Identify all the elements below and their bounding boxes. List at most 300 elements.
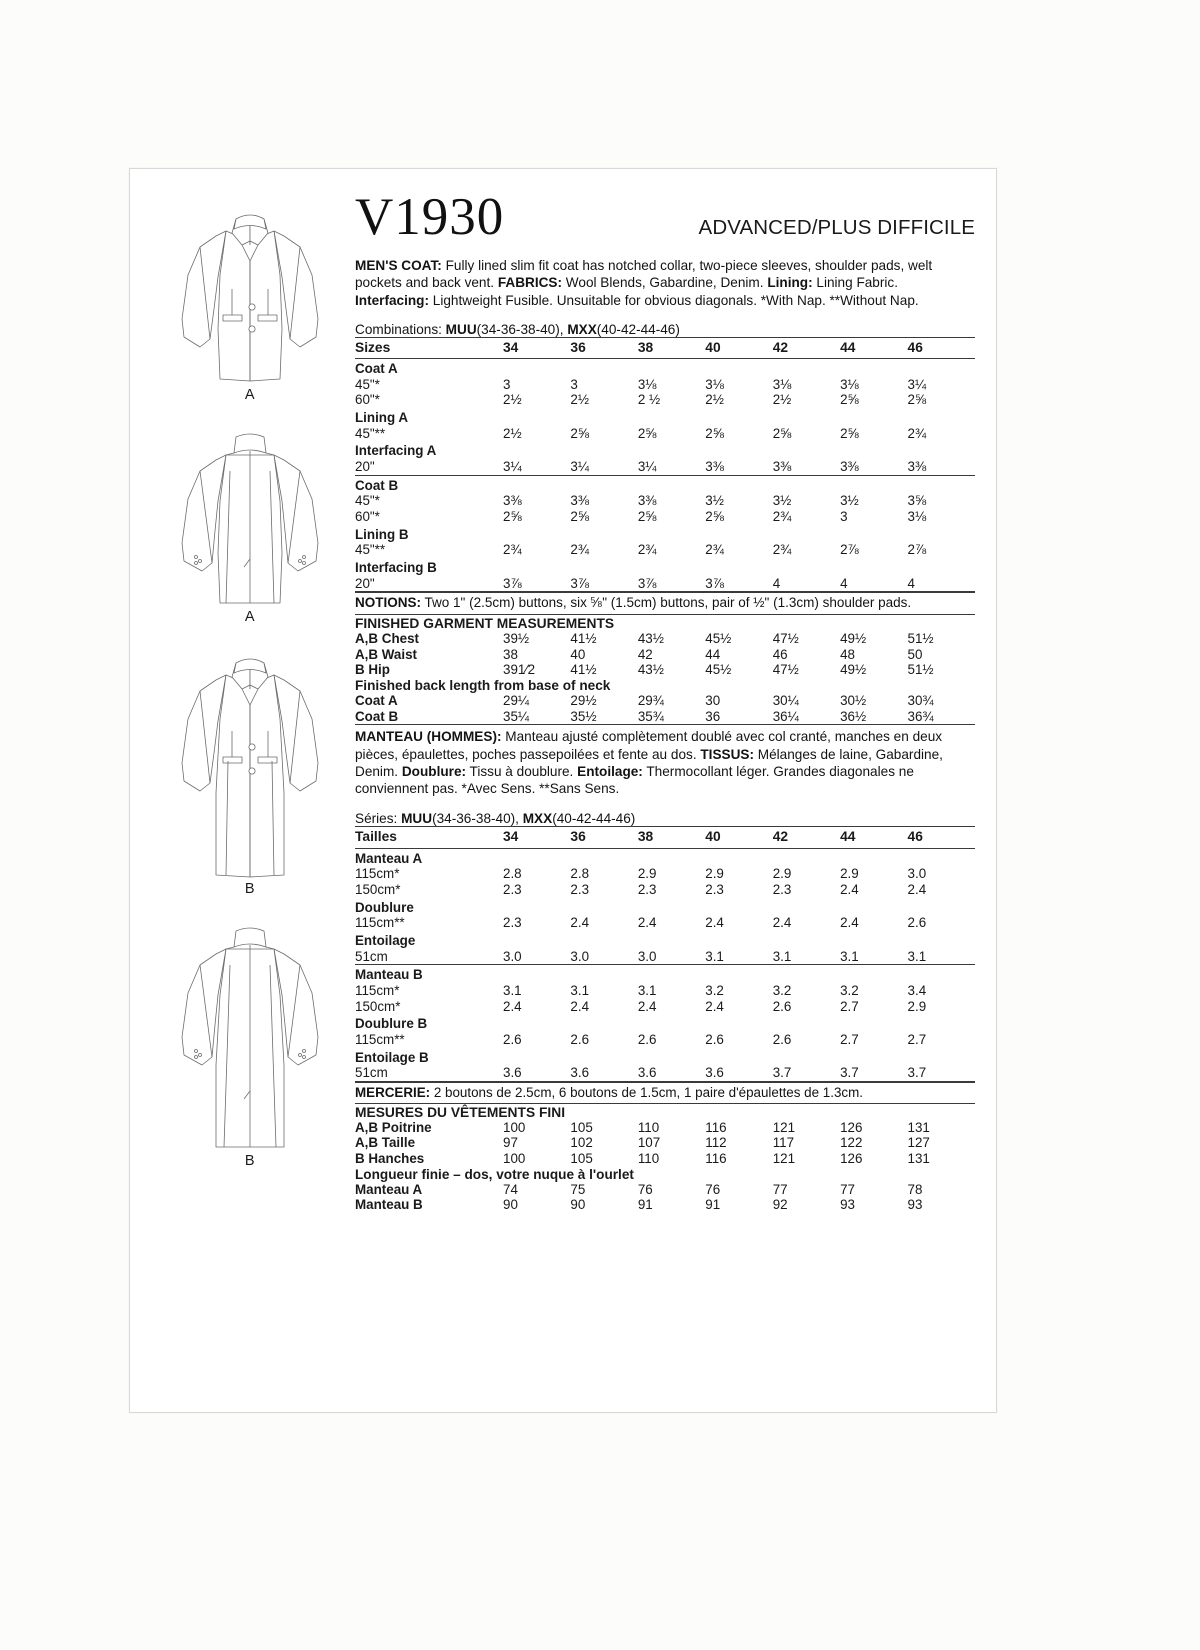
row-value: 110: [637, 1119, 660, 1135]
row-value: [908, 1014, 975, 1032]
row-label: Manteau A: [355, 1181, 423, 1197]
row-label: 51cm: [355, 1065, 503, 1081]
row-value: [840, 558, 907, 576]
row-value: 36¼: [772, 708, 799, 724]
size-col: 44: [840, 827, 907, 848]
row-value: [503, 965, 570, 983]
view-label-a-front: A: [244, 387, 256, 403]
table-row: [355, 662, 975, 678]
row-value: 2.6: [503, 1031, 522, 1047]
row-value: [638, 558, 705, 576]
row-value: 116: [705, 1150, 727, 1166]
row-value: [840, 525, 907, 543]
table-row: [355, 882, 975, 898]
row-value: 2.8: [570, 866, 590, 882]
table-row: [355, 525, 975, 543]
row-value: 2⅝: [570, 508, 590, 524]
row-value: 2.6: [772, 998, 792, 1014]
row-value: 30¾: [907, 693, 934, 709]
row-label: B Hanches: [355, 1150, 425, 1166]
row-value: 29¼: [503, 693, 530, 709]
row-value: [908, 931, 975, 949]
english-table-header-row: [355, 337, 975, 358]
french-back-length-title: Longueur finie – dos, votre nuque à l'ourlet: [355, 1166, 634, 1182]
row-value: [638, 441, 705, 459]
coat-a-back-drawing: [170, 411, 330, 611]
row-value: 35¼: [503, 708, 530, 724]
row-value: 2⅝: [705, 425, 724, 441]
row-value: [773, 848, 840, 866]
row-value: 4: [773, 576, 840, 592]
row-value: 131: [907, 1119, 930, 1135]
row-value: [570, 408, 637, 426]
table-row: [355, 965, 975, 983]
english-back-length-body: [355, 693, 975, 724]
row-value: 2⅝: [570, 425, 590, 441]
row-value: 3⅜: [772, 458, 792, 474]
row-value: [638, 408, 705, 426]
row-value: 49½: [840, 662, 867, 678]
illustration-coat-b-front: [152, 633, 348, 897]
row-value: 2.3: [772, 881, 792, 897]
row-value: 2.4: [637, 915, 657, 931]
row-value: [705, 525, 772, 543]
row-value: 3.1: [705, 948, 724, 964]
row-value: 3.1: [772, 948, 792, 964]
row-value: 3⅜: [637, 493, 657, 509]
table-row: [355, 1048, 975, 1066]
illustration-coat-b-back: [152, 905, 348, 1169]
row-label: Manteau B: [355, 965, 503, 983]
row-value: 2.4: [637, 998, 657, 1014]
row-value: 3.0: [637, 948, 657, 964]
row-value: 42: [637, 646, 653, 662]
row-value: 76: [637, 1181, 653, 1197]
table-row: [355, 647, 975, 663]
french-table-header-row: [355, 827, 975, 848]
row-label: A,B Taille: [355, 1135, 416, 1151]
english-back-length-title: Finished back length from base of neck: [355, 678, 611, 694]
row-value: 3⅛: [907, 508, 927, 524]
row-value: 100: [503, 1150, 526, 1166]
row-value: 105: [570, 1119, 593, 1135]
row-value: 2.3: [503, 915, 522, 931]
english-sizes-header: Sizes: [355, 337, 503, 358]
size-col: 36: [570, 827, 637, 848]
size-col: 40: [705, 337, 772, 358]
row-value: 2⅞: [840, 542, 859, 558]
row-value: 3⅛: [772, 376, 792, 392]
row-value: 3⅞: [638, 576, 705, 592]
table-row: [355, 493, 975, 509]
row-value: 36½: [840, 708, 867, 724]
row-value: [773, 898, 840, 916]
row-value: 4: [840, 576, 907, 592]
coat-a-front-drawing: [170, 189, 330, 389]
row-label: 20": [355, 576, 503, 592]
table-row: [355, 949, 975, 965]
row-value: [503, 558, 570, 576]
row-value: 2⅝: [637, 508, 657, 524]
french-finished-table: [355, 1120, 975, 1167]
row-value: [773, 931, 840, 949]
row-value: 35½: [570, 708, 597, 724]
row-value: 3½: [705, 493, 724, 509]
row-value: [705, 848, 772, 866]
table-row: [355, 1182, 975, 1198]
size-col: 38: [638, 337, 705, 358]
row-value: 2.4: [705, 915, 724, 931]
row-value: 3⅞: [705, 576, 772, 592]
row-value: [570, 525, 637, 543]
row-value: 107: [637, 1135, 661, 1151]
size-col: 44: [840, 337, 907, 358]
table-row: [355, 558, 975, 576]
row-value: [908, 441, 975, 459]
table-row: [355, 1120, 975, 1136]
row-value: 2.7: [840, 1031, 859, 1047]
size-col: 40: [705, 827, 772, 848]
row-value: 3.6: [638, 1065, 705, 1081]
row-value: 93: [907, 1197, 923, 1213]
row-value: 2.4: [907, 881, 927, 897]
row-value: [503, 931, 570, 949]
row-value: 2.6: [705, 1031, 724, 1047]
french-sizes-header: Tailles: [355, 827, 503, 848]
row-value: 3.6: [570, 1065, 637, 1081]
row-value: [638, 931, 705, 949]
row-value: 110: [637, 1150, 660, 1166]
row-value: [570, 1048, 637, 1066]
row-value: 2½: [503, 425, 522, 441]
row-value: 41½: [570, 631, 597, 647]
row-value: 51½: [907, 662, 934, 678]
row-value: 3.7: [840, 1065, 907, 1081]
row-value: 3½: [772, 493, 792, 509]
row-value: 3.2: [840, 982, 859, 998]
row-value: 2.4: [840, 915, 859, 931]
row-value: 126: [840, 1150, 863, 1166]
table-row: [355, 915, 975, 931]
row-label: Manteau B: [355, 1197, 423, 1213]
row-value: [570, 848, 637, 866]
row-value: [570, 965, 637, 983]
row-value: [638, 1014, 705, 1032]
row-value: 2⅝: [705, 508, 724, 524]
row-value: 391⁄2: [503, 662, 536, 678]
row-value: 30½: [840, 693, 867, 709]
row-value: 2¾: [637, 542, 657, 558]
row-value: 2.9: [772, 866, 792, 882]
row-value: [503, 441, 570, 459]
row-value: 2¾: [907, 425, 927, 441]
row-value: 3⅝: [907, 493, 927, 509]
row-value: [908, 965, 975, 983]
size-col: 36: [570, 337, 637, 358]
row-value: 2.4: [705, 998, 724, 1014]
row-value: 2.3: [705, 881, 724, 897]
row-value: 3⅞: [503, 576, 570, 592]
size-col: 34: [503, 337, 570, 358]
row-value: 116: [705, 1119, 727, 1135]
french-back-length-body: [355, 1182, 975, 1213]
row-value: [503, 848, 570, 866]
row-value: 2.9: [840, 866, 859, 882]
row-value: 2¾: [705, 542, 724, 558]
row-value: 3.0: [907, 866, 927, 882]
table-row: [355, 408, 975, 426]
row-value: [503, 408, 570, 426]
row-label: Entoilage B: [355, 1049, 429, 1065]
french-finished-body: [355, 1120, 975, 1167]
row-value: 97: [503, 1135, 518, 1151]
row-value: 36¾: [907, 708, 934, 724]
row-value: [908, 848, 975, 866]
row-value: 90: [503, 1197, 518, 1213]
row-value: [503, 358, 570, 376]
row-value: [638, 525, 705, 543]
row-label: B Hip: [355, 662, 390, 678]
row-value: 3: [570, 376, 578, 392]
row-value: 2.4: [503, 998, 522, 1014]
row-value: 77: [772, 1181, 788, 1197]
table-row: [355, 898, 975, 916]
row-value: [773, 525, 840, 543]
row-value: [638, 848, 705, 866]
row-value: 39½: [503, 631, 530, 647]
row-value: 2.6: [570, 1031, 590, 1047]
row-value: [773, 1014, 840, 1032]
row-value: 38: [503, 646, 518, 662]
row-value: [638, 358, 705, 376]
row-value: 3.1: [570, 982, 590, 998]
row-value: [840, 358, 907, 376]
row-label: A,B Poitrine: [355, 1119, 432, 1135]
row-value: 50: [907, 646, 923, 662]
pattern-envelope-back: [129, 168, 997, 1413]
row-value: 92: [772, 1197, 788, 1213]
row-value: 2 ½: [637, 392, 661, 408]
row-value: [503, 525, 570, 543]
row-value: 131: [907, 1150, 930, 1166]
french-back-length-table: [355, 1182, 975, 1213]
row-value: 36: [705, 708, 721, 724]
row-value: 45½: [705, 631, 732, 647]
row-value: 3⅜: [570, 493, 590, 509]
table-row: [355, 426, 975, 442]
row-value: 2.8: [503, 866, 522, 882]
row-value: [503, 475, 570, 493]
french-finished-title: MESURES DU VÊTEMENTS FINI: [355, 1104, 566, 1120]
row-value: 2½: [772, 392, 792, 408]
row-label: Coat A: [355, 693, 398, 709]
row-value: [570, 898, 637, 916]
row-label: 60"*: [355, 508, 380, 524]
row-value: 2.4: [570, 915, 590, 931]
table-row: [355, 509, 975, 525]
row-value: 51½: [907, 631, 934, 647]
row-value: [503, 1014, 570, 1032]
view-label-b-front: B: [244, 881, 256, 897]
row-label: Interfacing B: [355, 559, 437, 575]
row-value: 2.9: [907, 998, 927, 1014]
row-value: 2¾: [772, 542, 792, 558]
row-value: [503, 898, 570, 916]
row-value: [638, 1048, 705, 1066]
row-value: 3¼: [907, 376, 927, 392]
row-value: 2.7: [840, 998, 859, 1014]
coat-b-back-drawing: [170, 905, 330, 1155]
french-combinations: Séries: MUU(34-36-38-40), MXX(40-42-44-46): [355, 811, 636, 827]
row-value: 49½: [840, 631, 867, 647]
row-label: 115cm*: [355, 982, 400, 998]
table-row: [355, 542, 975, 558]
english-notions: NOTIONS: Two 1" (2.5cm) buttons, six $^5⁄_8$" (1.5cm) buttons, pair of ½" (1.3cm) shoulder pads.: [355, 592, 975, 615]
row-value: [705, 475, 772, 493]
row-value: 3.1: [840, 948, 859, 964]
table-row: [355, 1197, 975, 1213]
row-value: [705, 558, 772, 576]
table-row: [355, 392, 975, 408]
row-value: [840, 1014, 907, 1032]
row-value: 2⅝: [907, 392, 927, 408]
english-yardage-table: [355, 337, 975, 593]
english-description: MEN'S COAT: Fully lined slim fit coat has notched collar, two-piece sleeves, shoulder pads, welt pockets and back vent. FABRICS: Wool Blends, Gabardine, Denim. Lining: Lining Fabric. Interfacing: Lightweight Fusible. Unsuitable for obvious diagonals. *With Nap. **Without Nap.: [355, 258, 933, 308]
row-value: 127: [907, 1135, 930, 1151]
table-row: [355, 1151, 975, 1167]
row-label: Doublure: [355, 899, 414, 915]
row-value: 77: [840, 1181, 856, 1197]
row-value: [840, 848, 907, 866]
row-value: 2¾: [570, 542, 590, 558]
row-label: 60"*: [355, 392, 380, 408]
row-value: 3⅛: [705, 376, 724, 392]
row-value: [908, 475, 975, 493]
english-back-length-table: [355, 693, 975, 724]
row-value: [840, 965, 907, 983]
table-row: [355, 1135, 975, 1151]
row-value: 3.6: [503, 1065, 570, 1081]
table-row: [355, 693, 975, 709]
row-value: [570, 931, 637, 949]
size-col: 46: [908, 827, 975, 848]
row-value: 3¼: [637, 458, 657, 474]
row-label: Lining A: [355, 409, 409, 425]
row-value: [908, 525, 975, 543]
row-value: [840, 1048, 907, 1066]
table-row: [355, 999, 975, 1015]
row-value: [705, 1014, 772, 1032]
row-value: [773, 475, 840, 493]
row-value: 3.0: [570, 948, 590, 964]
row-value: 30: [705, 693, 721, 709]
size-col: 42: [773, 337, 840, 358]
row-value: [908, 898, 975, 916]
row-value: 2.4: [570, 998, 590, 1014]
row-value: 43½: [637, 662, 664, 678]
french-mercerie: MERCERIE: 2 boutons de 2.5cm, 6 boutons de 1.5cm, 1 paire d'épaulettes de 1.3cm.: [355, 1082, 975, 1104]
row-value: [773, 358, 840, 376]
view-label-b-back: B: [244, 1153, 256, 1169]
row-value: [638, 965, 705, 983]
row-value: 40: [570, 646, 586, 662]
row-label: 51cm: [355, 948, 388, 964]
row-value: 76: [705, 1181, 721, 1197]
row-value: 3½: [840, 493, 859, 509]
row-value: [638, 898, 705, 916]
row-value: 122: [840, 1135, 863, 1151]
content-column: [355, 188, 975, 1213]
table-row: [355, 475, 975, 493]
row-value: 3.2: [772, 982, 792, 998]
row-value: 29¾: [637, 693, 664, 709]
row-value: 3⅜: [840, 458, 859, 474]
row-value: 3.1: [637, 982, 657, 998]
row-value: 2⅞: [907, 542, 927, 558]
row-value: 91: [637, 1197, 653, 1213]
row-value: 2¾: [772, 508, 792, 524]
row-value: 3⅜: [907, 458, 927, 474]
row-value: 45½: [705, 662, 732, 678]
row-label: Doublure B: [355, 1016, 428, 1032]
row-value: 2.4: [772, 915, 792, 931]
table-row: [355, 377, 975, 393]
row-label: 115cm*: [355, 866, 400, 882]
table-row: [355, 1032, 975, 1048]
row-value: [570, 358, 637, 376]
row-label: Lining B: [355, 526, 409, 542]
row-label: 45"**: [355, 425, 386, 441]
row-value: 2.3: [570, 881, 590, 897]
row-label: Entoilage: [355, 932, 416, 948]
row-value: 3¼: [503, 458, 522, 474]
row-value: [705, 1048, 772, 1066]
row-value: 2.9: [705, 866, 724, 882]
row-label: 45"*: [355, 493, 380, 509]
row-label: A,B Chest: [355, 631, 419, 647]
row-value: 47½: [772, 631, 799, 647]
row-value: 2⅝: [840, 425, 859, 441]
row-value: 3.2: [705, 982, 724, 998]
table-row: [355, 576, 975, 592]
illustration-column: [152, 189, 348, 1177]
row-value: 2.6: [637, 1031, 657, 1047]
french-yardage-table: [355, 826, 975, 1082]
row-value: 46: [772, 646, 788, 662]
row-value: 2⅝: [772, 425, 792, 441]
row-value: 3⅜: [705, 458, 724, 474]
french-description: MANTEAU (HOMMES): Manteau ajusté complètement doublé avec col cranté, manches en deux pièces, épaulettes, poches passepoilées et fente au dos. TISSUS: Mélanges de laine, Gabardine, Denim. Doublure: Tissu à doublure. Entoilage: Thermocollant léger. Grandes diagonales ne conviennent pas. *Avec Sens. **Sans Sens.: [355, 724, 975, 797]
english-finished-body: [355, 631, 975, 678]
row-label: Coat B: [355, 708, 399, 724]
row-value: 91: [705, 1197, 721, 1213]
row-value: 112: [705, 1135, 727, 1151]
row-value: 100: [503, 1119, 526, 1135]
row-value: 2½: [570, 392, 590, 408]
row-value: 3.7: [773, 1065, 840, 1081]
illustration-coat-a-back: [152, 411, 348, 625]
row-value: 105: [570, 1150, 593, 1166]
row-value: [570, 558, 637, 576]
row-label: A,B Waist: [355, 646, 417, 662]
row-value: [908, 408, 975, 426]
row-value: 93: [840, 1197, 856, 1213]
row-value: 3.1: [503, 982, 522, 998]
row-value: [705, 358, 772, 376]
row-value: [705, 965, 772, 983]
row-value: 41½: [570, 662, 597, 678]
row-value: 2.3: [503, 881, 522, 897]
